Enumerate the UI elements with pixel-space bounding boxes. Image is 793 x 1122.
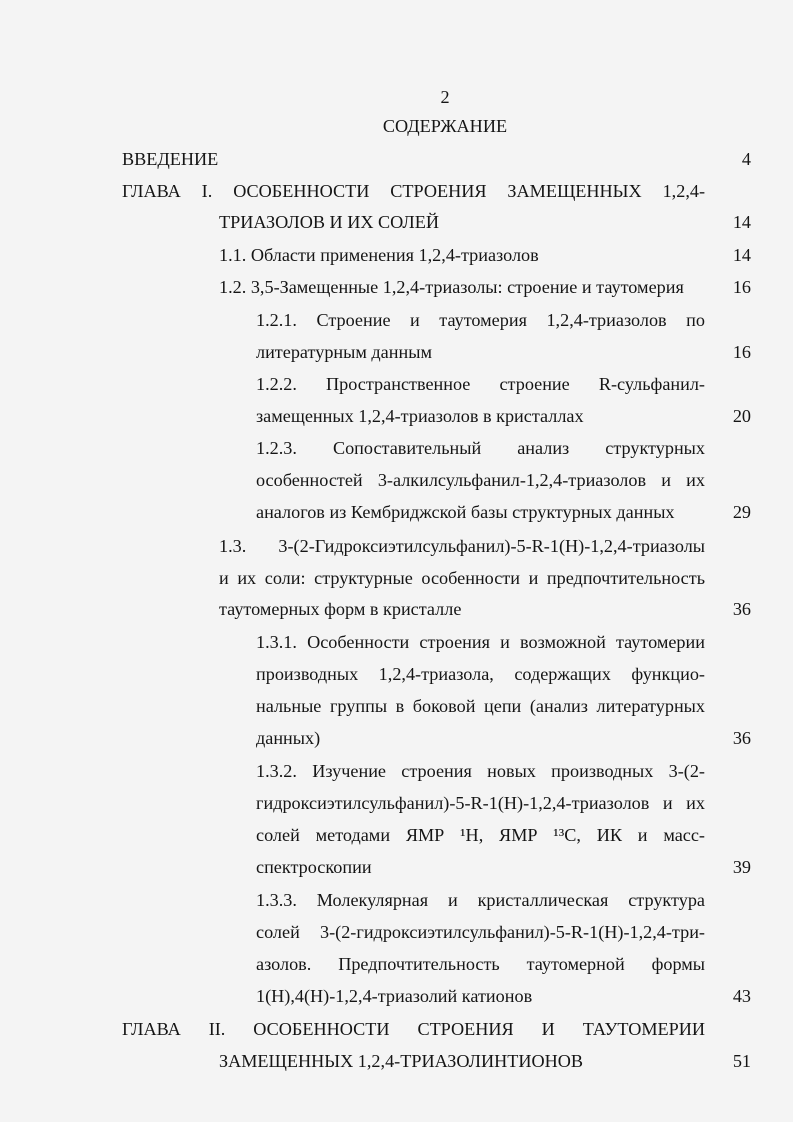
toc-page-intro: 4 — [741, 149, 751, 169]
toc-entry-ch1-line1: ГЛАВА I. ОСОБЕННОСТИ СТРОЕНИЯ ЗАМЕЩЕННЫХ 1,2,4- — [122, 181, 706, 201]
toc-page-1-2-3: 29 — [732, 502, 751, 522]
toc-page-1-3: 36 — [732, 599, 751, 619]
toc-page-1-2: 16 — [732, 277, 751, 297]
toc-entry-1-3-2-line1: 1.3.2. Изучение строения новых производных 3-(2- — [256, 761, 705, 781]
toc-entry-1-2-3-line2: особенностей 3-алкилсульфанил-1,2,4-триазолов и их — [256, 470, 705, 490]
toc-entry-1-3-3-line3: азолов. Предпочтительность таутомерной формы — [256, 954, 705, 974]
toc-page-1-2-1: 16 — [732, 342, 751, 362]
toc-entry-1-2-3-line1: 1.2.3. Сопоставительный анализ структурных — [256, 438, 705, 458]
toc-entry-1-2-1-line1: 1.2.1. Строение и таутомерия 1,2,4-триазолов по — [256, 310, 705, 330]
toc-page-1-1: 14 — [732, 245, 751, 265]
toc-entry-1-2-1-line2: литературным данным — [256, 342, 432, 362]
toc-entry-ch2-line1: ГЛАВА II. ОСОБЕННОСТИ СТРОЕНИЯ И ТАУТОМЕРИИ — [122, 1019, 705, 1039]
toc-entry-1-2-2-line1: 1.2.2. Пространственное строение R-сульфанил- — [256, 374, 705, 394]
toc-entry-1-2: 1.2. 3,5-Замещенные 1,2,4-триазолы: строение и таутомерия — [219, 277, 684, 297]
toc-entry-1-3-2-line2: гидроксиэтилсульфанил)-5-R-1(H)-1,2,4-триазолов и их — [256, 793, 705, 813]
toc-page-ch2: 51 — [732, 1051, 751, 1071]
toc-entry-1-3-line3: таутомерных форм в кристалле — [219, 599, 462, 619]
toc-entry-ch1-line2: ТРИАЗОЛОВ И ИХ СОЛЕЙ — [219, 212, 439, 232]
toc-entry-1-3-3-line2: солей 3-(2-гидроксиэтилсульфанил)-5-R-1(H)-1,2,4-три- — [256, 922, 705, 942]
toc-entry-1-3-1-line4: данных) — [256, 728, 321, 748]
toc-entry-1-3-2-line3: солей методами ЯМР ¹H, ЯМР ¹³C, ИК и масс- — [256, 825, 705, 845]
toc-title: СОДЕРЖАНИЕ — [382, 116, 508, 136]
toc-entry-1-3-3-line4: 1(H),4(H)-1,2,4-триазолий катионов — [256, 986, 533, 1006]
toc-page-ch1: 14 — [732, 212, 751, 232]
toc-entry-1-3-1-line3: нальные группы в боковой цепи (анализ литературных — [256, 696, 705, 716]
toc-entry-ch2-line2: ЗАМЕЩЕННЫХ 1,2,4-ТРИАЗОЛИНТИОНОВ — [219, 1051, 583, 1071]
toc-entry-1-3-3-line1: 1.3.3. Молекулярная и кристаллическая структура — [256, 890, 705, 910]
toc-entry-1-3-line2: и их соли: структурные особенности и предпочтительность — [219, 568, 705, 588]
toc-page-1-2-2: 20 — [732, 406, 751, 426]
page-number: 2 — [440, 87, 450, 107]
toc-page-1-3-3: 43 — [732, 986, 751, 1006]
toc-page-1-3-1: 36 — [732, 728, 751, 748]
toc-entry-1-3-2-line4: спектроскопии — [256, 857, 372, 877]
toc-entry-1-1: 1.1. Области применения 1,2,4-триазолов — [219, 245, 539, 265]
toc-page-1-3-2: 39 — [732, 857, 751, 877]
toc-entry-1-3-1-line2: производных 1,2,4-триазола, содержащих функцио- — [256, 664, 705, 684]
toc-entry-1-3-1-line1: 1.3.1. Особенности строения и возможной таутомерии — [256, 632, 705, 652]
toc-entry-1-2-2-line2: замещенных 1,2,4-триазолов в кристаллах — [256, 406, 584, 426]
toc-entry-1-3-line1: 1.3. 3-(2-Гидроксиэтилсульфанил)-5-R-1(H)-1,2,4-триазолы — [219, 536, 705, 556]
toc-entry-1-2-3-line3: аналогов из Кембриджской базы структурных данных — [256, 502, 675, 522]
toc-entry-intro: ВВЕДЕНИЕ — [122, 149, 219, 169]
